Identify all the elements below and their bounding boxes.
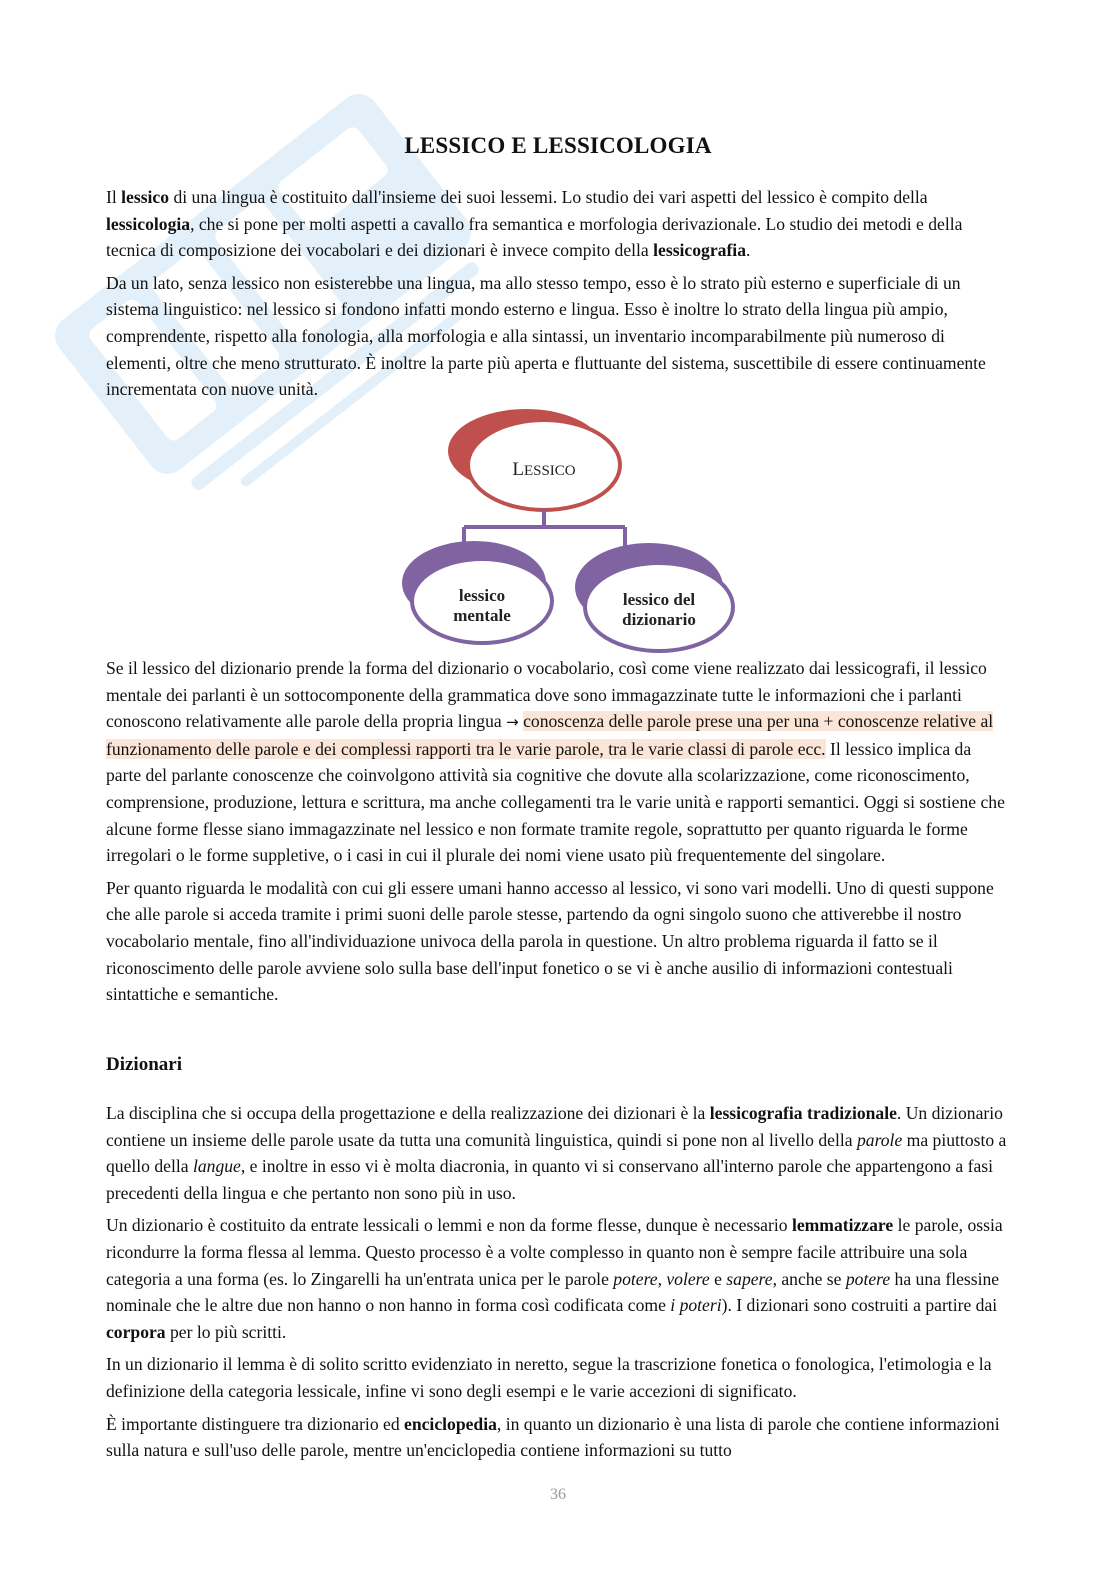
dizionari-paragraph-1: La disciplina che si occupa della progettazione e della realizzazione dei dizionari è la lessicografia tradizionale. Un dizionario contiene un insieme delle parole usate da tutta una comunità linguistica, quindi si pone non al livello della parole ma piuttosto a quello della langue, e inoltre in esso vi è molta diacronia, in quanto vi si conservano all'interno parole che appartengono a fasi precedenti della lingua e che pertanto non sono più in uso.: [106, 1103, 1007, 1203]
root-node-label: LESSICO: [512, 459, 576, 480]
diagram-connector: [464, 510, 625, 547]
left-node-label-line2: mentale: [453, 606, 511, 625]
page-title: LESSICO E LESSICOLOGIA: [404, 133, 712, 158]
section-heading-dizionari: Dizionari: [106, 1054, 182, 1075]
term-langue: langue: [192, 1156, 241, 1177]
dizionari-paragraph-3: In un dizionario il lemma è di solito scritto evidenziato in neretto, segue la trascrizione fonetica o fonologica, l'etimologia e la definizione della categoria lessicale, infine vi sono degli esempi e le varie accezioni di significato.: [106, 1354, 992, 1401]
intro-paragraph-1: Il lessico di una lingua è costituito dall'insieme dei suoi lessemi. Lo studio dei vari aspetti del lessico è compito della lessicologia, che si pone per molti aspetti a cavallo fra semantica e morfologia derivazionale. Lo studio dei metodi e della tecnica di composizione dei vocabolari e dei dizionari è invece compito della lessicografia.: [106, 187, 963, 261]
dizionari-section: [106, 1100, 1010, 1470]
mental-lexicon-section: [106, 655, 1010, 1014]
dizionari-paragraph-2: Un dizionario è costituito da entrate lessicali o lemmi e non da forme flesse, dunque è necessario lemmatizzare le parole, ossia ricondurre la forma flessa al lemma. Questo processo è a volte complesso in quanto non è sempre facile attribuire una sola categoria a una forma (es. lo Zingarelli ha un'entrata unica per le parole potere, volere e sapere, anche se potere ha una flessine nominale che le altre due non hanno o non hanno in forma così codificata come i poteri). I dizionari sono costruiti a partire dai corpora per lo più scritti.: [106, 1215, 1003, 1342]
right-node-label-line1: lessico del: [622, 590, 696, 609]
arrow-icon: →: [506, 713, 519, 732]
term-lessico: lessico: [121, 187, 170, 207]
page-number: 36: [550, 1486, 566, 1503]
left-node-label-line1: lessico: [458, 586, 506, 605]
mental-paragraph-2: Per quanto riguarda le modalità con cui gli essere umani hanno accesso al lessico, vi sono vari modelli. Uno di questi suppone che alle parole si acceda tramite i primi suoni delle parole stesse, partendo da ogni singolo suono che attiverebbe il nostro vocabolario mentale, fino all'individuazione univoca della parola in questione. Un altro problema riguarda il fatto se il riconoscimento delle parole avviene solo sulla base dell'input fonetico o se vi è anche ausilio di informazioni contestuali sintattiche e semantiche.: [106, 877, 994, 1005]
intro-section: [106, 184, 1010, 409]
intro-paragraph-2: Da un lato, senza lessico non esisterebbe una lingua, ma allo stesso tempo, esso è lo strato più esterno e superficiale di un sistema linguistico: nel lessico si fondono infatti mondo esterno e lingua. Esso è inoltre lo strato della lingua più ampio, comprendente, rispetto alla fonologia, alla morfologia e alla sintassi, un inventario incomparabilmente più numeroso di elementi, oltre che meno strutturato. È inoltre la parte più aperta e fluttuante del sistema, suscettibile di essere continuamente incrementata con nuove unità.: [106, 272, 986, 400]
right-node-label-line2: dizionario: [622, 610, 696, 629]
term-lessicologia: lessicologia: [106, 213, 191, 234]
mental-paragraph-1: Se il lessico del dizionario prende la forma del dizionario o vocabolario, così come viene realizzato dai lessicografi, il lessico mentale dei parlanti è un sottocomponente della grammatica dove sono immagazzinate tutte le informazioni che i parlanti conoscono relativamente alle parole della propria lingua → conoscenza delle parole prese una per una + conoscenze relative al funzionamento delle parole e dei complessi rapporti tra le varie parole, tra le varie classi di parole ecc. Il lessico implica da parte del parlante conoscenze che coinvolgono attività sia cognitive che dovute alla scolarizzazione, come riconoscimento, comprensione, produzione, lettura e scrittura, ma anche collegamenti tra le varie unità e rapporti semantici. Oggi si sostiene che alcune forme flesse siano immagazzinate nel lessico e non formate tramite regole, soprattutto per quanto riguarda le forme irregolari o le forme suppletive, o i casi in cui il plurale dei nomi viene usato più frequentemente del singolare.: [106, 658, 1005, 866]
term-lemmatizzare: lemmatizzare: [791, 1215, 894, 1236]
term-lessicografia: lessicografia: [653, 240, 746, 261]
dizionari-paragraph-4: È importante distinguere tra dizionario ed enciclopedia, in quanto un dizionario è una lista di parole che contiene informazioni sulla natura e sull'uso delle parole, mentre un'enciclopedia contiene informazioni su tutto: [106, 1413, 1000, 1461]
term-corpora: corpora: [106, 1321, 166, 1342]
lexicon-diagram: [386, 403, 746, 653]
term-lessicografia-tradizionale: lessicografia tradizionale: [709, 1103, 897, 1123]
term-enciclopedia: enciclopedia: [404, 1413, 497, 1434]
term-parole: parole: [856, 1129, 903, 1150]
highlighted-text: conoscenza delle parole prese una per una + conoscenze relative al funzionamento delle parole e dei complessi rapporti tra le varie parole, tra le varie classi di parole ecc.: [106, 711, 994, 759]
